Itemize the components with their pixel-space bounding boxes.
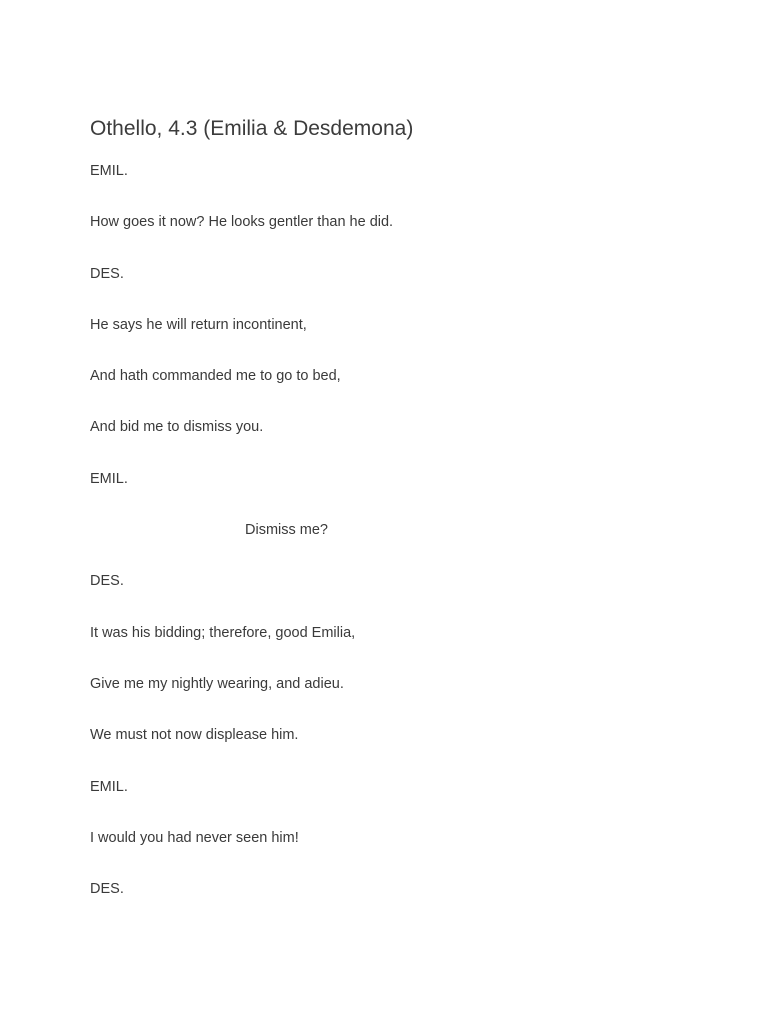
script-lines (90, 161, 710, 899)
page-title: Othello, 4.3 (Emilia & Desdemona) (90, 117, 414, 140)
dialogue-line: Give me my nightly wearing, and adieu. (90, 675, 344, 692)
speaker-line: DES. (90, 573, 124, 590)
dialogue-line: It was his bidding; therefore, good Emilia, (90, 624, 356, 641)
speaker-line: EMIL. (90, 778, 128, 795)
speaker-line: DES. (90, 881, 124, 898)
dialogue-line: And hath commanded me to go to bed, (90, 368, 341, 385)
dialogue-line: Dismiss me? (245, 522, 328, 539)
dialogue-line: And bid me to dismiss you. (90, 419, 264, 436)
dialogue-line: He says he will return incontinent, (90, 316, 307, 333)
dialogue-line: I would you had never seen him! (90, 829, 299, 846)
document-page (90, 113, 710, 914)
speaker-line: EMIL. (90, 163, 128, 179)
speaker-line: DES. (90, 265, 124, 282)
speaker-line: EMIL. (90, 470, 128, 487)
dialogue-line: How goes it now? He looks gentler than he did. (90, 214, 394, 231)
dialogue-line: We must not now displease him. (90, 727, 299, 744)
